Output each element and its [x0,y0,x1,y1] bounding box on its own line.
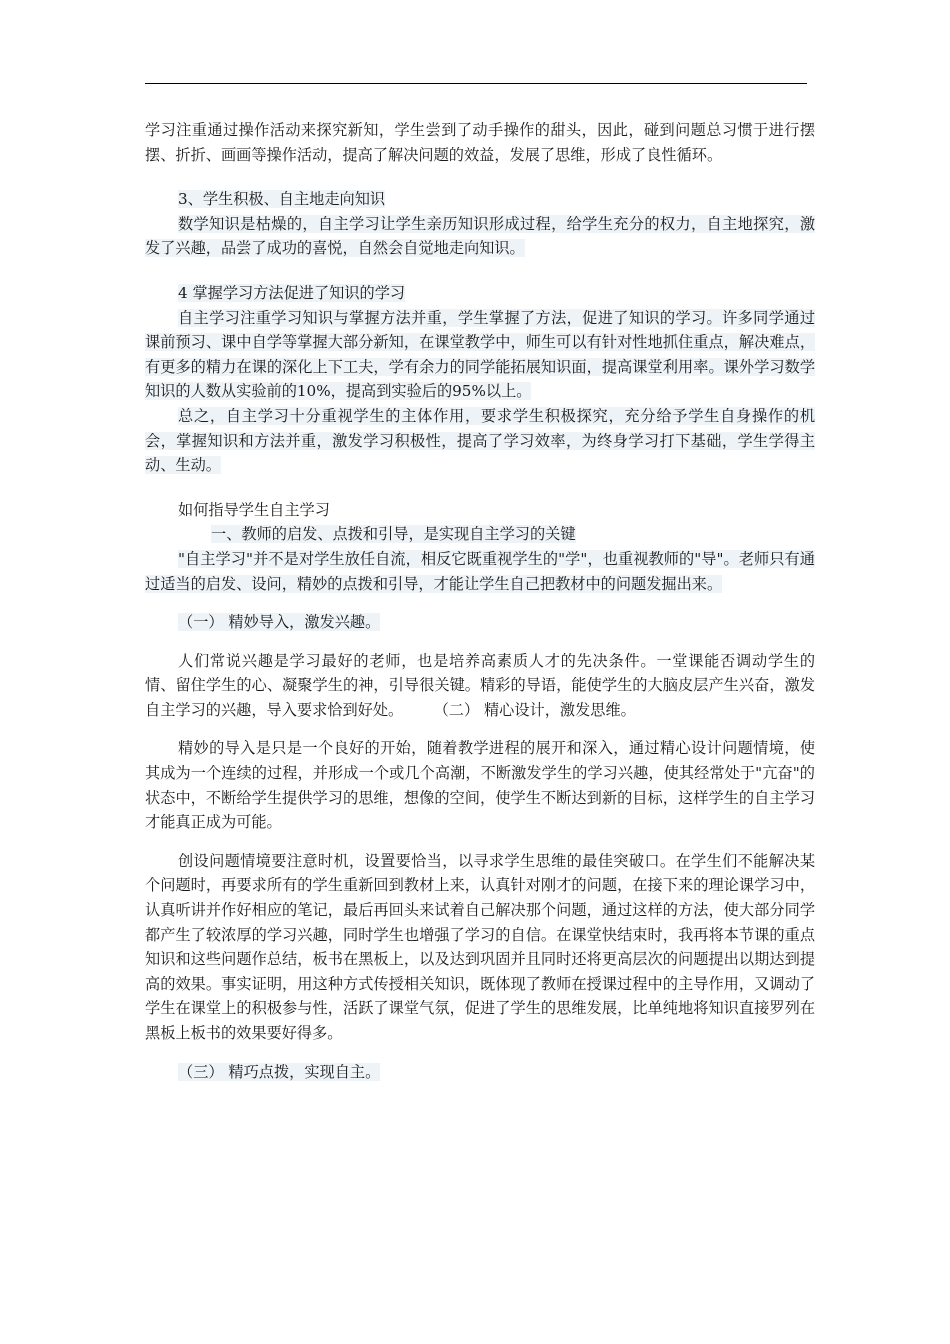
paragraph: 人们常说兴趣是学习最好的老师，也是培养高素质人才的先决条件。一堂课能否调动学生的情、留住学生的心、凝聚学生的神，引导很关键。精彩的导语，能使学生的大脑皮层产生兴奋，激发自主学习的兴趣，导入要求恰到好处。 （二） 精心设计，激发思维。 [145,651,815,719]
paragraph: 学习注重通过操作活动来探究新知，学生尝到了动手操作的甜头，因此，碰到问题总习惯于进行摆摆、折折、画画等操作活动，提高了解决问题的效益，发展了思维，形成了良性循环。 [145,121,815,164]
paragraph: 精妙的导入是只是一个良好的开始，随着教学进程的展开和深入，通过精心设计问题情境，使其成为一个连续的过程，并形成一个或几个高潮，不断激发学生的学习兴趣，使其经常处于"亢奋"的状态中，不断给学生提供学习的思维，想像的空间，使学生不断达到新的目标，这样学生的自主学习才能真正成为可能。 [145,739,815,832]
paragraph: "自主学习"并不是对学生放任自流，相反它既重视学生的"学"，也重视教师的"导"。老师只有通过适当的启发、设问，精妙的点拨和引导，才能让学生自己把教材中的问题发掘出来。 [145,549,815,593]
paragraph: 总之，自主学习十分重视学生的主体作用，要求学生积极探究，充分给予学生自身操作的机会，掌握知识和方法并重，激发学习积极性，提高了学习效率，为终身学习打下基础，学生学得主动、生动。 [145,406,815,475]
paragraph: 自主学习注重学习知识与掌握方法并重，学生掌握了方法，促进了知识的学习。许多同学通过课前预习、课中自学等掌握大部分新知，在课堂教学中，师生可以有针对性地抓住重点，解决难点，有更多的精力在课的深化上下工夫，学有余力的同学能拓展知识面，提高课堂利用率。课外学习数学知识的人数从实验前的10%，提高到实验后的95%以上。 [145,308,815,401]
subsection-heading: （二） 精心设计，激发思维。 [433,700,636,719]
section-heading: 4 掌握学习方法促进了知识的学习 [178,283,406,302]
document-body [145,118,815,1084]
section-heading: 3、学生积极、自主地走向知识 [178,190,386,209]
header-rule [145,83,807,84]
subsection-heading: （三） 精巧点拨，实现自主。 [178,1062,381,1081]
section-heading: 一、教师的启发、点拨和引导，是实现自主学习的关键 [211,525,576,544]
paragraph: 创设问题情境要注意时机，设置要恰当，以寻求学生思维的最佳突破口。在学生们不能解决某个问题时，再要求所有的学生重新回到教材上来，认真针对刚才的问题，在接下来的理论课学习中，认真听讲并作好相应的笔记，最后再回头来试着自己解决那个问题，通过这样的方法，使大部分同学都产生了较浓厚的学习兴趣，同时学生也增强了学习的自信。在课堂快结束时，我再将本节课的重点知识和这些问题作总结，板书在黑板上，以及达到巩固并且同时还将更高层次的问题提出以期达到提高的效果。事实证明，用这种方式传授相关知识，既体现了教师在授课过程中的主导作用，又调动了学生在课堂上的积极参与性，活跃了课堂气氛，促进了学生的思维发展，比单纯地将知识直接罗列在黑板上板书的效果要好得多。 [145,851,815,1042]
section-title: 如何指导学生自主学习 [178,500,330,519]
paragraph: 数学知识是枯燥的，自主学习让学生亲历知识形成过程，给学生充分的权力，自主地探究，激发了兴趣，品尝了成功的喜悦，自然会自觉地走向知识。 [145,214,815,258]
subsection-heading: （一） 精妙导入，激发兴趣。 [178,613,381,632]
